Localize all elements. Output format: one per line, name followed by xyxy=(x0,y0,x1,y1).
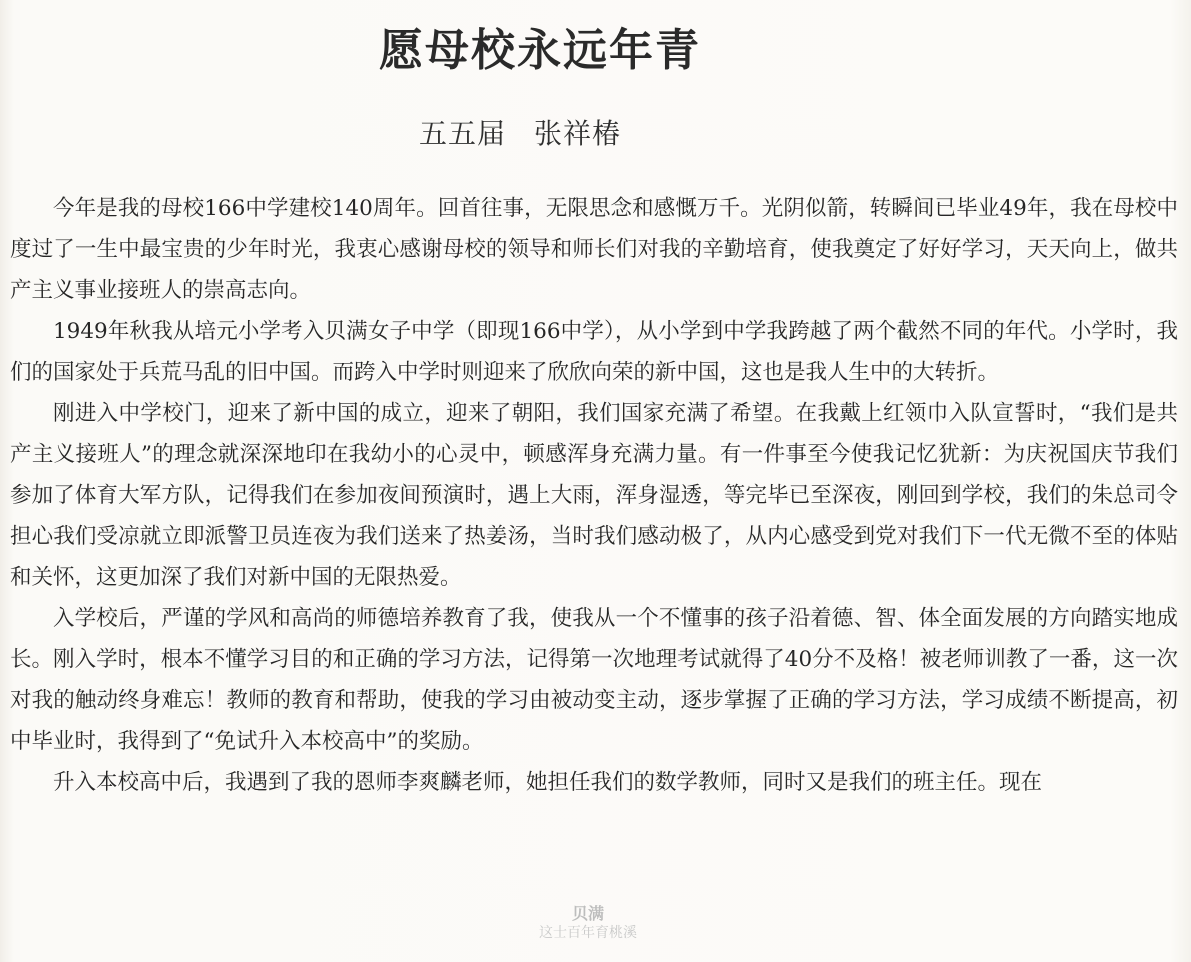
footer-watermark-logo xyxy=(518,905,658,942)
paragraph: 今年是我的母校166中学建校140周年。回首往事，无限思念和感慨万千。光阴似箭，转瞬间已毕业49年，我在母校中度过了一生中最宝贵的少年时光，我衷心感谢母校的领导和师长们对我的辛勤培育，使我奠定了好好学习，天天向上，做共产主义事业接班人的崇高志向。 xyxy=(10,196,1178,303)
footer-caption: 这士百年育桃溪 xyxy=(539,925,637,941)
article-body xyxy=(10,188,1178,803)
paragraph: 入学校后，严谨的学风和高尚的师德培养教育了我，使我从一个不懂事的孩子沿着德、智、体全面发展的方向踏实地成长。刚入学时，根本不懂学习目的和正确的学习方法，记得第一次地理考试就得了40分不及格！被老师训教了一番，这一次对我的触动终身难忘！教师的教育和帮助，使我的学习由被动变主动，逐步掌握了正确的学习方法，学习成绩不断提高，初中毕业时，我得到了“免试升入本校高中”的奖励。 xyxy=(10,606,1178,754)
paragraph: 升入本校高中后，我遇到了我的恩师李爽麟老师，她担任我们的数学教师，同时又是我们的班主任。现在 xyxy=(53,770,1043,795)
class-year: 五五届 xyxy=(418,117,506,150)
author-name: 张祥椿 xyxy=(534,117,622,150)
logo-mark: 贝满 xyxy=(571,904,604,923)
paragraph: 1949年秋我从培元小学考入贝满女子中学（即现166中学），从小学到中学我跨越了两个截然不同的年代。小学时，我们的国家处于兵荒马乱的旧中国。而跨入中学时则迎来了欣欣向荣的新中国，这也是我人生中的大转折。 xyxy=(10,319,1178,385)
article-byline xyxy=(0,112,1040,152)
article-title: 愿母校永远年青 xyxy=(379,25,701,76)
paragraph: 刚进入中学校门，迎来了新中国的成立，迎来了朝阳，我们国家充满了希望。在我戴上红领巾入队宣誓时，“我们是共产主义接班人”的理念就深深地印在我幼小的心灵中，顿感浑身充满力量。有一件事至今使我记忆犹新：为庆祝国庆节我们参加了体育大军方队，记得我们在参加夜间预演时，遇上大雨，浑身湿透，等完毕已至深夜，刚回到学校，我们的朱总司令担心我们受凉就立即派警卫员连夜为我们送来了热姜汤，当时我们感动极了，从内心感受到党对我们下一代无微不至的体贴和关怀，这更加深了我们对新中国的无限热爱。 xyxy=(10,401,1178,590)
